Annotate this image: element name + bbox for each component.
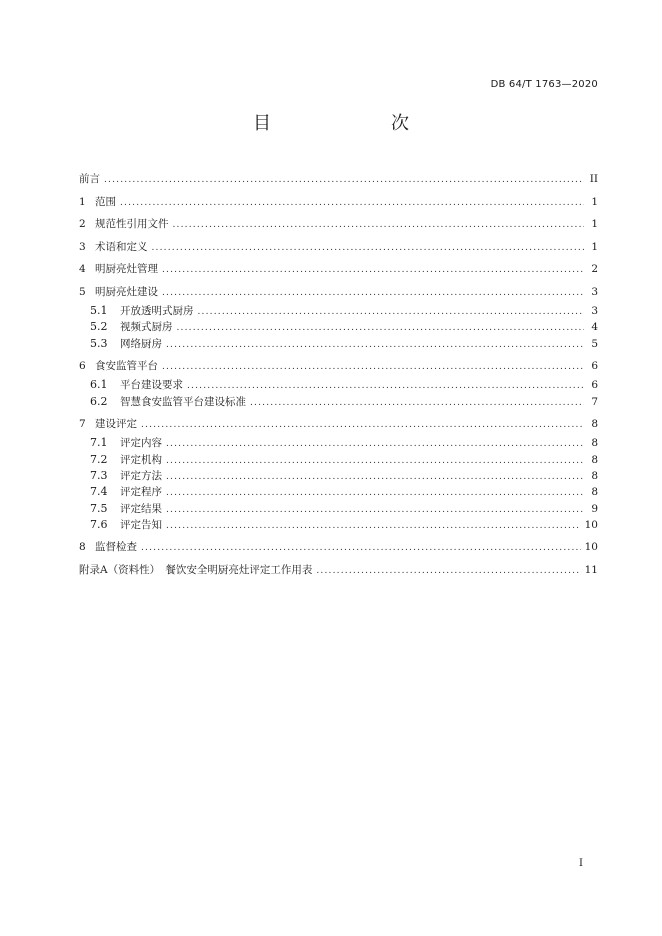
- toc-entry-label: 前言: [79, 173, 100, 185]
- toc-entry-number: 6.1: [90, 378, 108, 392]
- toc-entry[interactable]: [79, 281, 598, 304]
- toc-entry[interactable]: [79, 468, 598, 484]
- toc-entry-page: 7: [591, 395, 598, 408]
- toc-entry-page: 8: [591, 470, 598, 483]
- toc-entry-label: 建设评定: [95, 417, 137, 430]
- toc-entry-label: 食安监管平台: [95, 359, 158, 372]
- toc-entry-label: 评定方法: [120, 470, 162, 483]
- toc-entry-page: 8: [591, 417, 598, 430]
- toc-entry[interactable]: [79, 303, 598, 319]
- dot-leader: [120, 192, 584, 215]
- toc-entry[interactable]: [79, 258, 598, 281]
- toc-entry-label: 范围: [95, 195, 116, 208]
- toc-entry[interactable]: [79, 394, 598, 410]
- toc-entry[interactable]: [79, 517, 598, 533]
- toc-entry-number: 7.2: [90, 452, 108, 466]
- dot-leader: [177, 320, 585, 336]
- toc-entry-page: II: [589, 173, 598, 185]
- dot-leader: [166, 469, 584, 485]
- dot-leader: [104, 169, 584, 192]
- dot-leader: [316, 560, 580, 583]
- toc-entry-label: 评定程序: [120, 486, 162, 499]
- toc-entry[interactable]: [79, 501, 598, 517]
- toc-entry-page: 1: [591, 218, 598, 230]
- toc-entry-page: 8: [591, 437, 598, 450]
- toc-entry-label: 附录A（资料性） 餐饮安全明厨亮灶评定工作用表: [79, 563, 313, 576]
- dot-leader: [166, 518, 581, 534]
- toc-entry-number: 6: [79, 359, 86, 372]
- toc-entry[interactable]: [79, 435, 598, 451]
- toc-entry[interactable]: [79, 377, 598, 393]
- toc-entry-number: 2: [79, 218, 86, 230]
- dot-leader: [141, 414, 584, 437]
- toc-entry-number: 7.1: [90, 436, 108, 450]
- toc-entry[interactable]: [79, 336, 598, 352]
- toc-entry-number: 5: [79, 285, 86, 298]
- toc-entry-number: 7.4: [90, 485, 108, 499]
- toc-entry-page: 6: [591, 359, 598, 372]
- dot-leader: [166, 337, 584, 353]
- toc-entry-number: 7.5: [90, 501, 108, 515]
- toc-entry-label: 明厨亮灶管理: [95, 263, 158, 275]
- toc-entry-page: 5: [591, 337, 598, 350]
- dot-leader: [166, 453, 584, 469]
- toc-entry-label: 智慧食安监管平台建设标准: [120, 395, 246, 408]
- toc-entry-label: 评定结果: [120, 502, 162, 515]
- toc-entry-page: 3: [591, 305, 598, 317]
- toc-entry-number: 7.6: [90, 517, 108, 531]
- toc-entry-label: 明厨亮灶建设: [95, 285, 158, 298]
- dot-leader: [198, 304, 585, 320]
- toc-entry-number: 6.2: [90, 394, 108, 408]
- dot-leader: [166, 502, 584, 518]
- toc-entry-number: 7: [79, 417, 86, 430]
- toc-entry-page: 2: [591, 263, 598, 275]
- dot-leader: [162, 356, 584, 379]
- table-of-contents: [79, 168, 598, 581]
- toc-entry-label: 术语和定义: [95, 240, 148, 253]
- toc-entry-number: 5.2: [90, 320, 108, 334]
- dot-leader: [141, 537, 581, 560]
- dot-leader: [187, 378, 584, 394]
- dot-leader: [166, 436, 584, 452]
- toc-entry[interactable]: [79, 484, 598, 500]
- toc-entry-page: 10: [584, 518, 598, 531]
- toc-entry-page: 10: [584, 541, 598, 554]
- dot-leader: [162, 282, 584, 305]
- toc-entry-label: 网络厨房: [120, 337, 162, 350]
- toc-entry[interactable]: [79, 236, 598, 259]
- toc-entry[interactable]: [79, 559, 598, 582]
- dot-leader: [166, 485, 584, 501]
- toc-entry[interactable]: [79, 536, 598, 559]
- toc-entry-page: 11: [584, 563, 598, 576]
- toc-entry-number: 3: [79, 240, 86, 253]
- toc-entry-number: 1: [79, 195, 86, 208]
- toc-entry-label: 视频式厨房: [120, 321, 173, 334]
- toc-entry-number: 8: [79, 541, 86, 554]
- toc-entry-label: 评定内容: [120, 437, 162, 450]
- toc-entry-page: 3: [591, 285, 598, 298]
- toc-entry[interactable]: [79, 319, 598, 335]
- toc-entry-page: 1: [591, 195, 598, 208]
- toc-entry-page: 4: [591, 321, 598, 334]
- dot-leader: [152, 237, 585, 260]
- toc-entry[interactable]: [79, 213, 598, 236]
- dot-leader: [250, 395, 584, 411]
- toc-entry-label: 规范性引用文件: [95, 218, 169, 230]
- toc-entry-page: 6: [591, 379, 598, 392]
- toc-entry-label: 评定告知: [120, 518, 162, 531]
- toc-entry[interactable]: [79, 191, 598, 214]
- toc-entry[interactable]: [79, 168, 598, 191]
- toc-entry-number: 5.1: [90, 304, 108, 317]
- toc-entry-page: 1: [591, 240, 598, 253]
- toc-entry[interactable]: [79, 413, 598, 436]
- toc-entry-label: 开放透明式厨房: [120, 305, 194, 317]
- dot-leader: [162, 259, 584, 282]
- page-title: 目 次: [253, 113, 437, 134]
- toc-entry-page: 8: [591, 453, 598, 466]
- dot-leader: [173, 214, 585, 237]
- toc-entry[interactable]: [79, 452, 598, 468]
- toc-entry-page: 8: [591, 486, 598, 499]
- toc-entry-number: 7.3: [90, 469, 108, 483]
- toc-entry-label: 监督检查: [95, 541, 137, 554]
- standard-code: DB 64/T 1763—2020: [490, 79, 598, 90]
- toc-entry-page: 9: [591, 502, 598, 515]
- toc-entry-label: 评定机构: [120, 453, 162, 466]
- toc-entry-number: 4: [79, 263, 86, 275]
- toc-entry-number: 5.3: [90, 336, 108, 350]
- toc-entry[interactable]: [79, 355, 598, 378]
- toc-entry-label: 平台建设要求: [120, 379, 183, 392]
- footer-page-number: I: [579, 858, 583, 869]
